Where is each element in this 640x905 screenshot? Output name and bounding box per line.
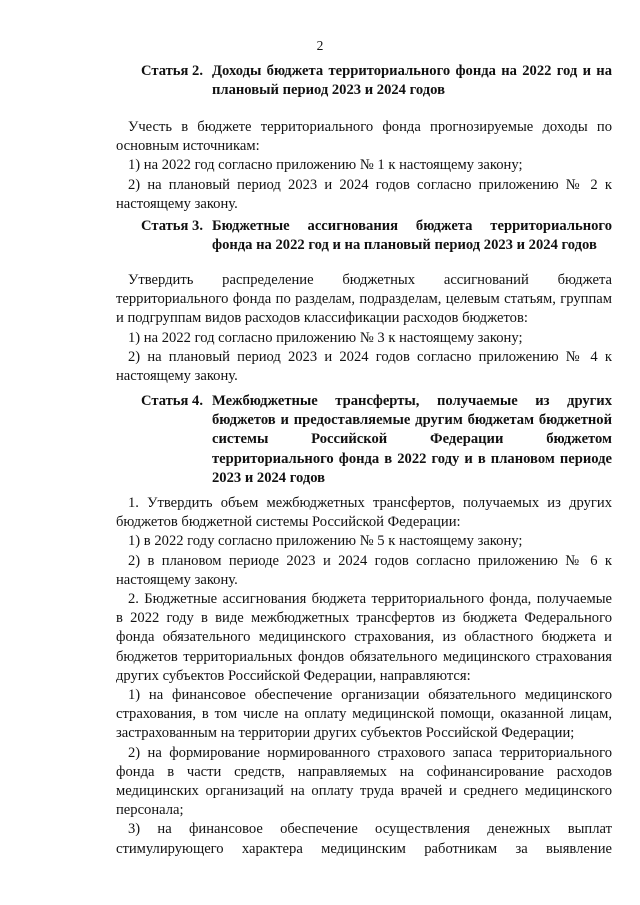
article-4-paragraph: 2. Бюджетные ассигнования бюджета территориального фонда, получаемые в 2022 году в виде межбюджетных трансфертов из бюджета Федерального фонда обязательного медицинского страхования, из областного бюджета и бюджетов территориальных фондов обязательного медицинского страхования других субъектов Российской Федерации, направляются: bbox=[116, 591, 612, 684]
article-3-paragraph: Утвердить распределение бюджетных ассигнований бюджета территориального фонда по разделам, подразделам, целевым статьям, группам и подгруппам видов расходов классификации расходов бюджетов: bbox=[116, 272, 612, 327]
article-2-paragraph: Учесть в бюджете территориального фонда прогнозируемые доходы по основным источникам: bbox=[116, 119, 612, 155]
page-number: 2 bbox=[316, 38, 324, 53]
article-4-paragraph: 1) в 2022 году согласно приложению № 5 к настоящему закону; bbox=[128, 533, 523, 550]
article-4-paragraph: 1. Утвердить объем межбюджетных трансфертов, получаемых из других бюджетов бюджетной системы Российской Федерации: bbox=[116, 495, 612, 531]
article-4-label: Статья 4. bbox=[141, 393, 203, 409]
article-2-title: Доходы бюджета территориального фонда на 2022 год и на плановый период 2023 и 2024 годов bbox=[212, 63, 612, 99]
article-4-paragraph: 3) на финансовое обеспечение осуществления денежных выплат стимулирующего характера медицинским работникам за выявление bbox=[116, 821, 612, 857]
article-3-body bbox=[116, 271, 612, 386]
article-2-paragraph: 1) на 2022 год согласно приложению № 1 к настоящему закону; bbox=[128, 157, 523, 174]
article-3-title: Бюджетные ассигнования бюджета территориального фонда на 2022 год и на плановый период 2023 и 2024 годов bbox=[212, 218, 612, 254]
article-2-label: Статья 2. bbox=[141, 63, 203, 79]
article-4-body bbox=[116, 494, 612, 859]
article-3-paragraph: 2) на плановый период 2023 и 2024 годов согласно приложению № 4 к настоящему закону. bbox=[116, 348, 612, 385]
article-2-body bbox=[116, 118, 612, 214]
article-4-title: Межбюджетные трансферты, получаемые из других бюджетов и предоставляемые другим бюджетам бюджетной системы Российской Федерации бюджетом территориального фонда в 2022 году и в плановом периоде 2023 и 2024 годов bbox=[212, 393, 612, 486]
article-4-paragraph: 1) на финансовое обеспечение организации обязательного медицинского страхования, в том числе на оплату медицинской помощи, оказанной лицам, застрахованным на территории других субъектов Российской Федерации; bbox=[116, 687, 612, 742]
article-2-heading bbox=[116, 62, 612, 100]
article-3-paragraph: 1) на 2022 год согласно приложению № 3 к настоящему закону; bbox=[128, 329, 523, 346]
article-4-heading bbox=[116, 392, 612, 488]
article-4-paragraph: 2) на формирование нормированного страхового запаса территориального фонда в части средств, направляемых на софинансирование расходов медицинских организаций на оплату труда врачей и среднего медицинского персонала; bbox=[116, 744, 612, 819]
article-3-heading bbox=[116, 217, 612, 255]
article-3-label: Статья 3. bbox=[141, 218, 203, 234]
article-4-paragraph: 2) в плановом периоде 2023 и 2024 годов согласно приложению № 6 к настоящему закону. bbox=[116, 552, 612, 588]
article-2-paragraph: 2) на плановый период 2023 и 2024 годов согласно приложению № 2 к настоящему закону. bbox=[116, 176, 612, 212]
